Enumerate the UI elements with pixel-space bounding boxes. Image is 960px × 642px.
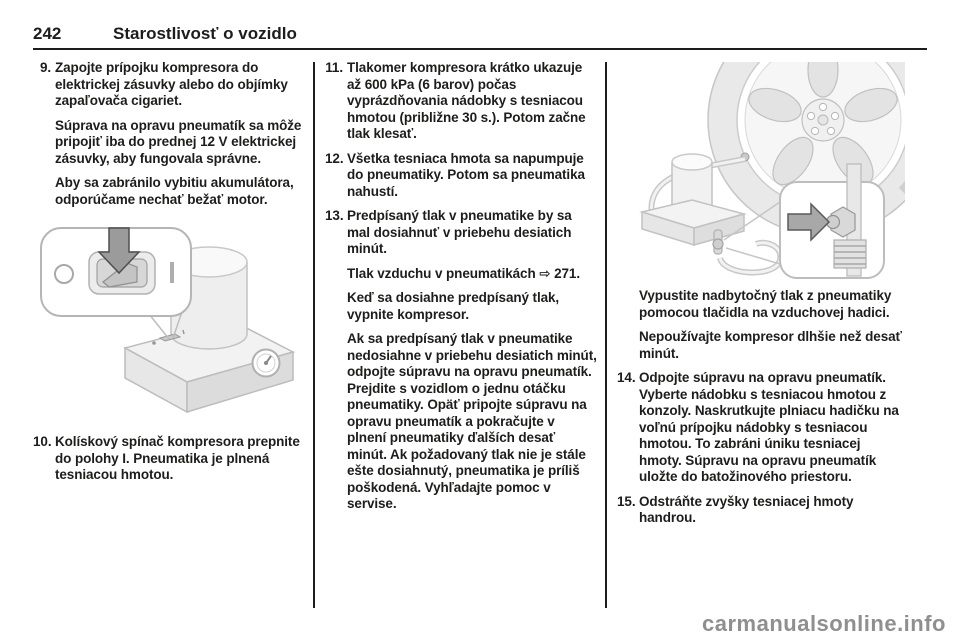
- column-1: [33, 60, 305, 492]
- step-text: Odstráňte zvyšky tesniacej hmoty handrou.: [639, 493, 854, 525]
- sealant-bottle-neck: [834, 240, 866, 268]
- note-paragraph: Keď sa dosiahne predpísaný tlak, vypnite kompresor.: [347, 290, 560, 322]
- step-number: 15.: [617, 493, 636, 509]
- step-14: [617, 370, 905, 486]
- step-text: Zapojte prípojku kompresora do elektrickej zásuvky alebo do objímky zapaľovača cigariet.: [55, 60, 288, 108]
- tire-inflation-illustration: [628, 62, 905, 282]
- watermark: carmanualsonline.info: [702, 611, 946, 636]
- step-10: [33, 434, 305, 484]
- column-3: [617, 60, 905, 535]
- page-title: Starostlivosť o vozidlo: [113, 24, 297, 43]
- column-2: [325, 60, 597, 521]
- step-number: 10.: [33, 434, 52, 449]
- cross-reference: Tlak vzduchu v pneumatikách ⇨ 271.: [347, 265, 580, 281]
- page-number: 242: [33, 24, 62, 43]
- note-paragraph: Aby sa zabránilo vybitiu akumulátora, odporúčame nechať bežať motor.: [55, 175, 294, 207]
- step-text: Všetka tesniaca hmota sa napumpuje do pneumatiky. Potom sa pneumatika nahustí.: [347, 150, 585, 199]
- step-number: 9.: [39, 60, 51, 75]
- step-15: [617, 494, 905, 527]
- step-text: Predpísaný tlak v pneumatike by sa mal dosiahnuť v priebehu desiatich minút.: [347, 208, 572, 256]
- note-paragraph: Ak sa predpísaný tlak v pneumatike nedosiahne v priebehu desiatich minút, odpojte súpravu na opravu pneumatík. Prejdite s vozidlom o jednu otáčku pneumatiky. Opäť pripojte súpravu na opravu pneumatík a pokračujte v plnení pneumatiky ďalších desať minút. Ak požadovaný tlak nie je stále ešte dosiahnutý, pneumatika je príliš poškodená. Vyhľadajte pomoc v servise.: [347, 331, 597, 511]
- step-number: 12.: [325, 150, 344, 166]
- step-number: 14.: [617, 370, 636, 385]
- on-position-mark: [170, 262, 174, 283]
- step-text: Kolískový spínač kompresora prepnite do polohy I. Pneumatika je plnená tesniacou hmotou.: [55, 434, 300, 482]
- screw-hole-icon: [55, 265, 73, 283]
- note-paragraph: Súprava na opravu pneumatík sa môže pripojiť iba do prednej 12 V elektrickej zásuvky, aby fungovala správne.: [55, 117, 302, 166]
- switch-callout: [41, 228, 191, 339]
- header-rule: [33, 48, 927, 50]
- step-9: [33, 60, 305, 110]
- pressure-gauge-icon: [253, 350, 280, 377]
- note-paragraph: Vypustite nadbytočný tlak z pneumatiky pomocou tlačidla na vzduchovej hadici.: [639, 288, 892, 320]
- column-divider: [313, 62, 315, 608]
- step-12: [325, 151, 597, 201]
- step-number: 11.: [325, 60, 343, 75]
- step-13: [325, 208, 597, 258]
- step-text: Odpojte súpravu na opravu pneumatík. Vyberte nádobku s tesniacou hmotou z konzoly. Naskrutkujte plniacu hadičku na voľnú prípojku nádobky s tesniacou hmotou. To zabráni úniku tesniacej hmoty. Súpravu na opravu pneumatík uložte do batožinového priestoru.: [639, 370, 899, 484]
- column-divider: [605, 62, 607, 608]
- step-number: 13.: [325, 208, 344, 223]
- note-paragraph: Nepoužívajte kompresor dlhšie než desať minút.: [639, 329, 902, 361]
- step-text: Tlakomer kompresora krátko ukazuje až 600 kPa (6 barov) počas vyprázdňovania nádobky s tesniacou hmotou (približne 30 s.). Potom začne tlak klesať.: [347, 60, 586, 141]
- compressor-illustration: [33, 222, 305, 418]
- step-11: [325, 60, 597, 143]
